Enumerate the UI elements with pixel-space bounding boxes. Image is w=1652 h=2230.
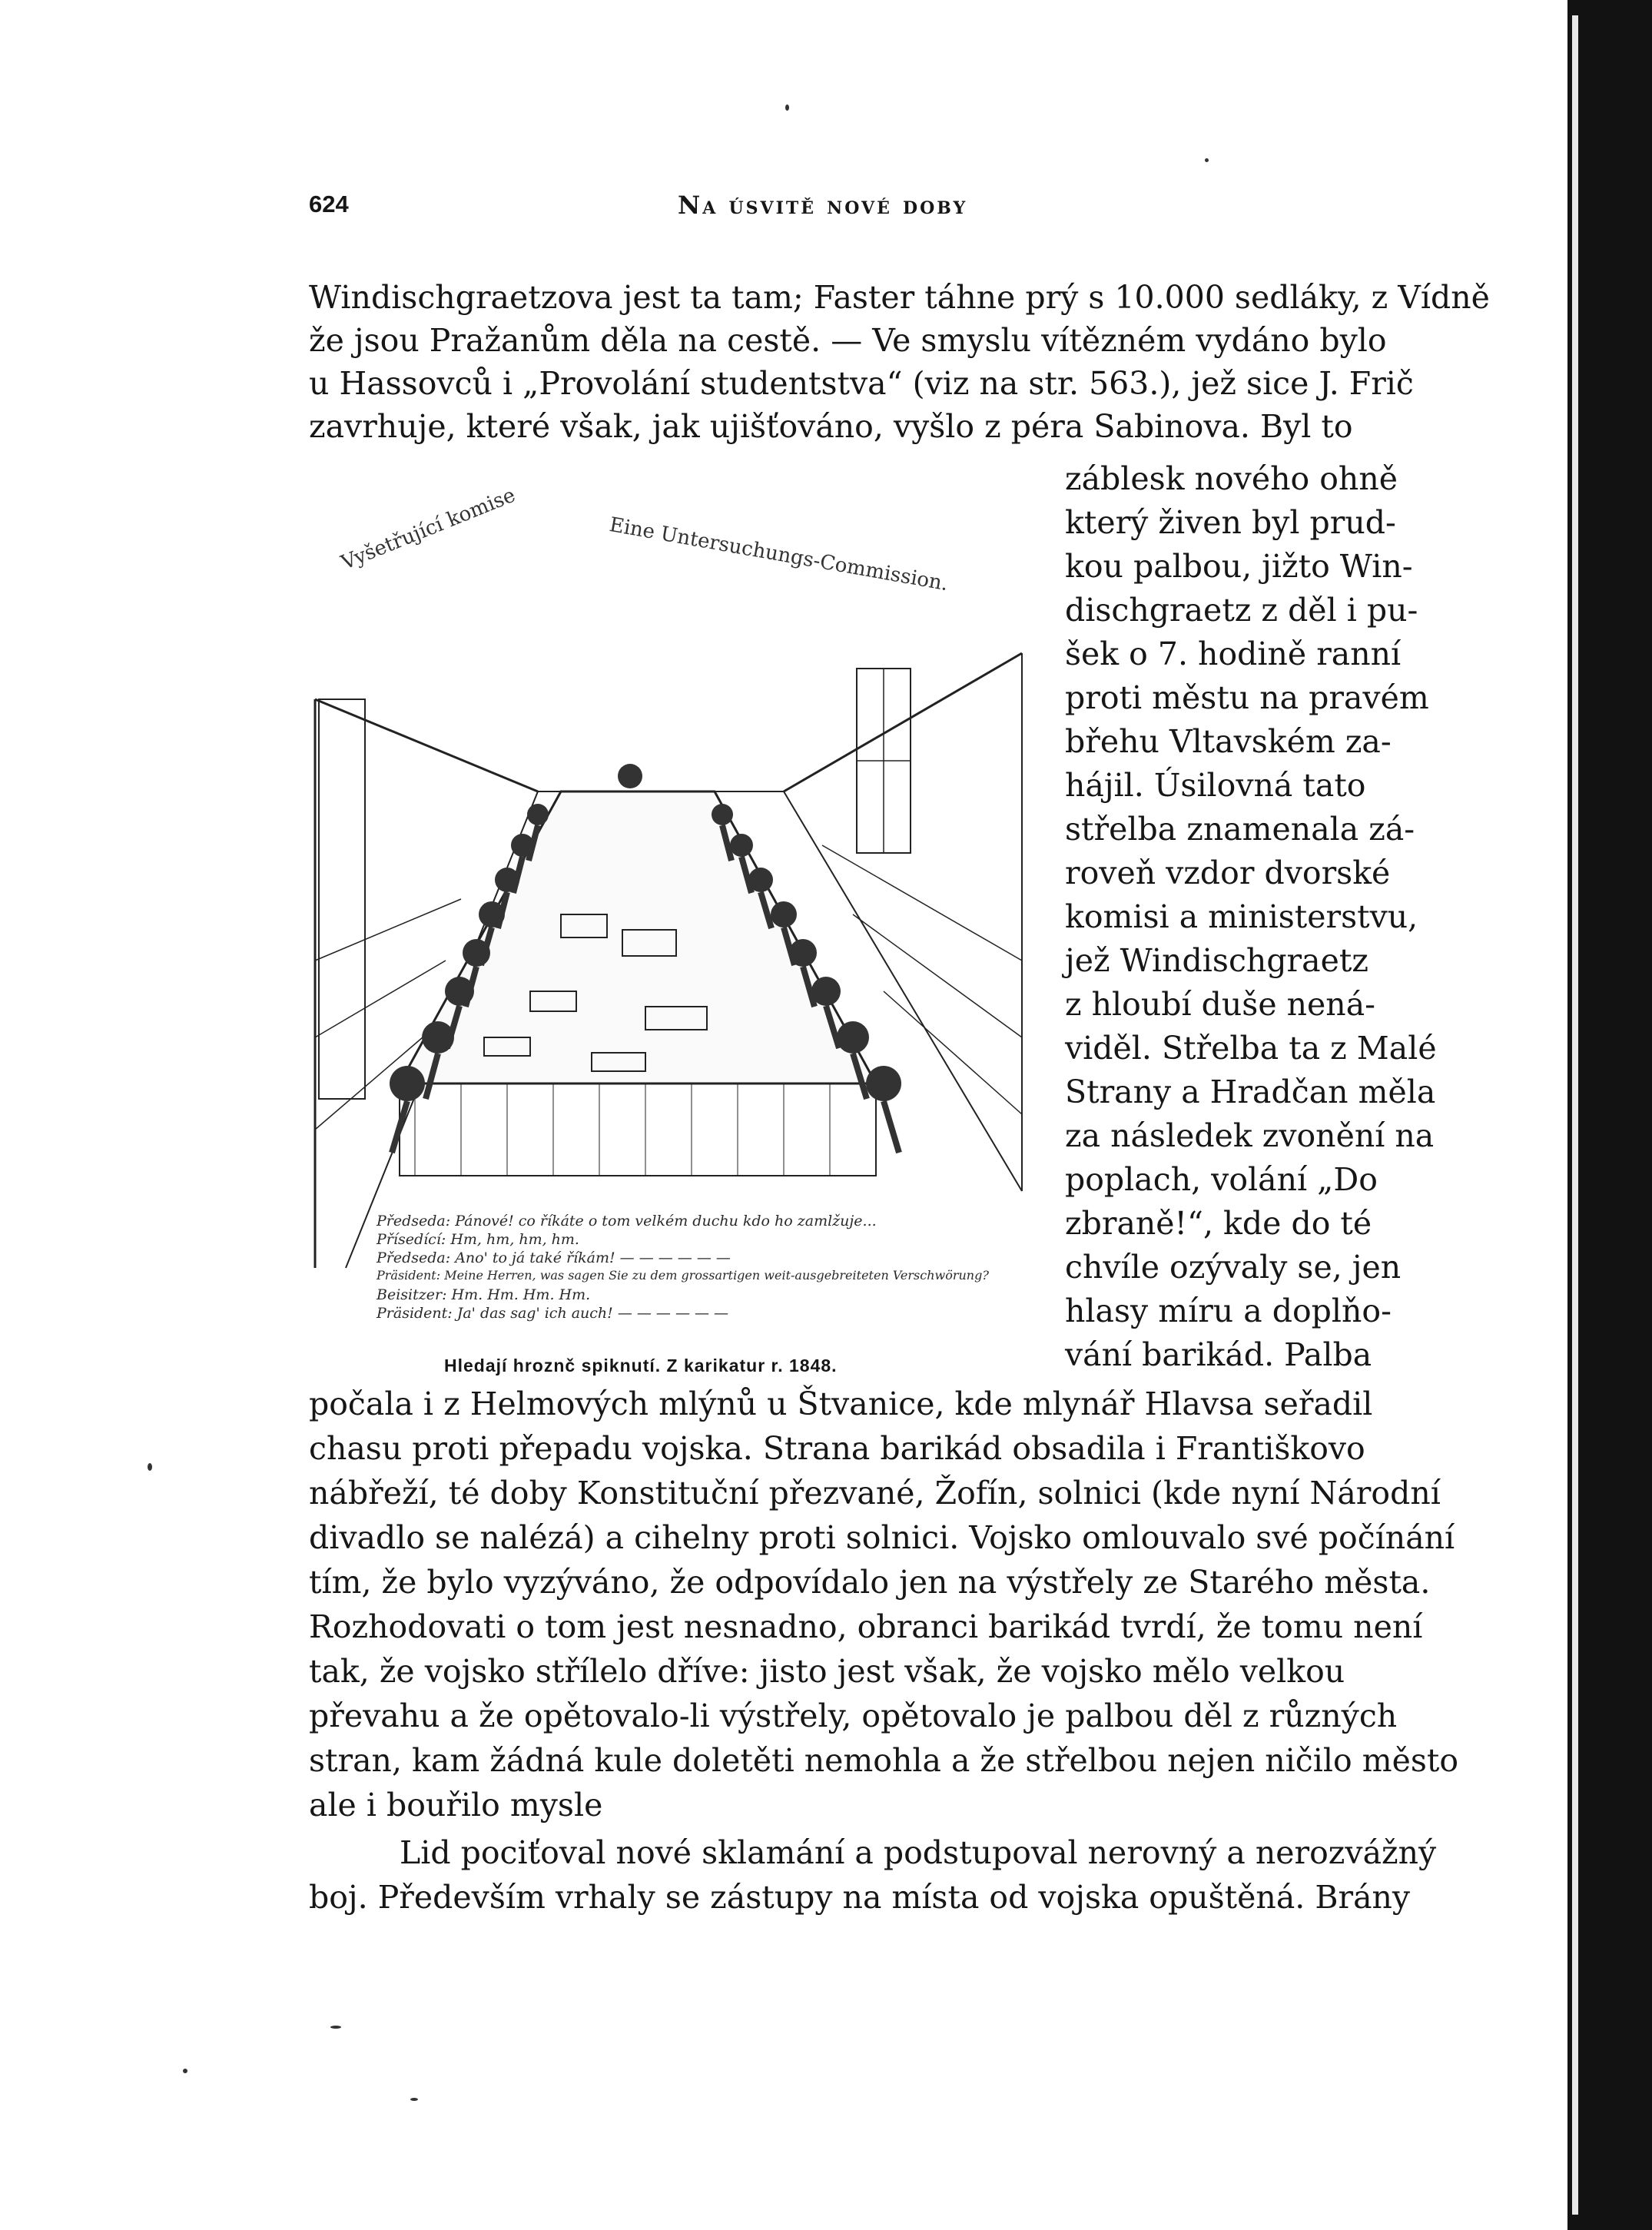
scan-background-strip	[1567, 0, 1652, 2230]
body-line: zavrhuje, které však, jak ujišťováno, vyšlo z péra Sabinova. Byl to	[309, 408, 1353, 445]
cartoon-caption-line: Beisitzer: Hm. Hm. Hm. Hm.	[377, 1286, 591, 1303]
running-title: Na úsvitě nové doby	[678, 191, 968, 220]
side-line: kou palbou, jižto Win-	[1065, 548, 1413, 585]
side-line: dischgraetz z děl i pu-	[1065, 592, 1418, 629]
cartoon-caption-line: Präsident: Meine Herren, was sagen Sie zu dem grossartigen weit-ausgebreiteten Verschwörung?	[377, 1268, 989, 1283]
side-line: střelba znamenala zá-	[1065, 811, 1415, 848]
side-line: vání barikád. Palba	[1065, 1336, 1372, 1373]
body-line: Windischgraetzova jest ta tam; Faster táhne prý s 10.000 sedláky, z Vídně	[309, 279, 1490, 316]
cartoon-caption-line: Přísedící: Hm, hm, hm, hm.	[377, 1231, 579, 1248]
side-line: zbraně!“, kde do té	[1065, 1205, 1372, 1242]
side-line: poplach, volání „Do	[1065, 1161, 1378, 1198]
cartoon-caption-line: Präsident: Ja' das sag' ich auch! — — — — — —	[377, 1305, 729, 1322]
body-line: nábřeží, té doby Konstituční přezvané, Žofín, solnici (kde nyní Národní	[309, 1475, 1441, 1512]
scan-speck	[785, 105, 789, 111]
body-line: že jsou Pražanům děla na cestě. — Ve smyslu vítězném vydáno bylo	[309, 322, 1387, 359]
side-line: za následek zvonění na	[1065, 1117, 1435, 1154]
body-line: převahu a že opětovalo-li výstřely, opětovalo je palbou děl z různých	[309, 1697, 1398, 1734]
body-line: stran, kam žádná kule doletěti nemohla a že střelbou nejen ničilo město	[309, 1742, 1459, 1779]
figure-label-german: Eine Untersuchungs-Commission.	[607, 513, 950, 596]
body-line: chasu proti přepadu vojska. Strana barikád obsadila i Františkovo	[309, 1430, 1365, 1467]
body-line: boj. Především vrhaly se zástupy na místa od vojska opuštěná. Brány	[309, 1879, 1411, 1916]
body-line: u Hassovců i „Provolání studentstva“ (viz na str. 563.), jež sice J. Frič	[309, 365, 1414, 402]
scan-speck	[1205, 158, 1209, 162]
body-line: ale i bouřilo mysle	[309, 1787, 603, 1823]
side-line: který živen byl prud-	[1065, 504, 1396, 541]
side-line: záblesk nového ohně	[1065, 460, 1398, 497]
body-line: Lid pociťoval nové sklamání a podstupoval nerovný a nerozvážný	[400, 1834, 1437, 1871]
side-line: Strany a Hradčan měla	[1065, 1074, 1436, 1110]
side-line: viděl. Střelba ta z Malé	[1065, 1030, 1437, 1067]
side-line: proti městu na pravém	[1065, 679, 1429, 716]
side-line: jež Windischgraetz	[1065, 942, 1368, 979]
figure-label-czech: Vyšetřující komise	[338, 483, 519, 575]
scan-speck	[410, 2098, 418, 2101]
cartoon-caption-line: Předseda: Ano' to já také říkám! — — — — — —	[377, 1249, 731, 1266]
figure-caption: Hledají hroznč spiknutí. Z karikatur r. 1848.	[444, 1356, 838, 1375]
side-line: z hloubí duše nená-	[1065, 986, 1375, 1023]
page-edge	[1572, 15, 1578, 2215]
side-line: hlasy míru a doplňo-	[1065, 1293, 1392, 1329]
body-line: Rozhodovati o tom jest nesnadno, obranci barikád tvrdí, že tomu není	[309, 1608, 1423, 1645]
body-line: tím, že bylo vyzýváno, že odpovídalo jen na výstřely ze Starého města.	[309, 1564, 1431, 1601]
side-line: hájil. Úsilovná tato	[1065, 767, 1366, 804]
side-line: komisi a ministerstvu,	[1065, 898, 1418, 935]
side-line: břehu Vltavském za-	[1065, 723, 1392, 760]
body-line: počala i z Helmových mlýnů u Štvanice, kde mlynář Hlavsa seřadil	[309, 1385, 1373, 1422]
side-line: šek o 7. hodině ranní	[1065, 635, 1402, 672]
page-number: 624	[309, 191, 349, 217]
side-line: roveň vzdor dvorské	[1065, 855, 1391, 891]
cartoon-caption-line: Předseda: Pánové! co říkáte o tom velkém duchu kdo ho zamlžuje...	[377, 1213, 877, 1229]
scan-speck	[330, 2026, 341, 2029]
side-line: chvíle ozývaly se, jen	[1065, 1249, 1402, 1286]
body-line: tak, že vojsko střílelo dříve: jisto jest však, že vojsko mělo velkou	[309, 1653, 1345, 1690]
scan-speck	[148, 1463, 152, 1471]
scan-speck	[183, 2069, 187, 2073]
body-line: divadlo se nalézá) a cihelny proti solnici. Vojsko omlouvalo své počínání	[309, 1519, 1455, 1556]
